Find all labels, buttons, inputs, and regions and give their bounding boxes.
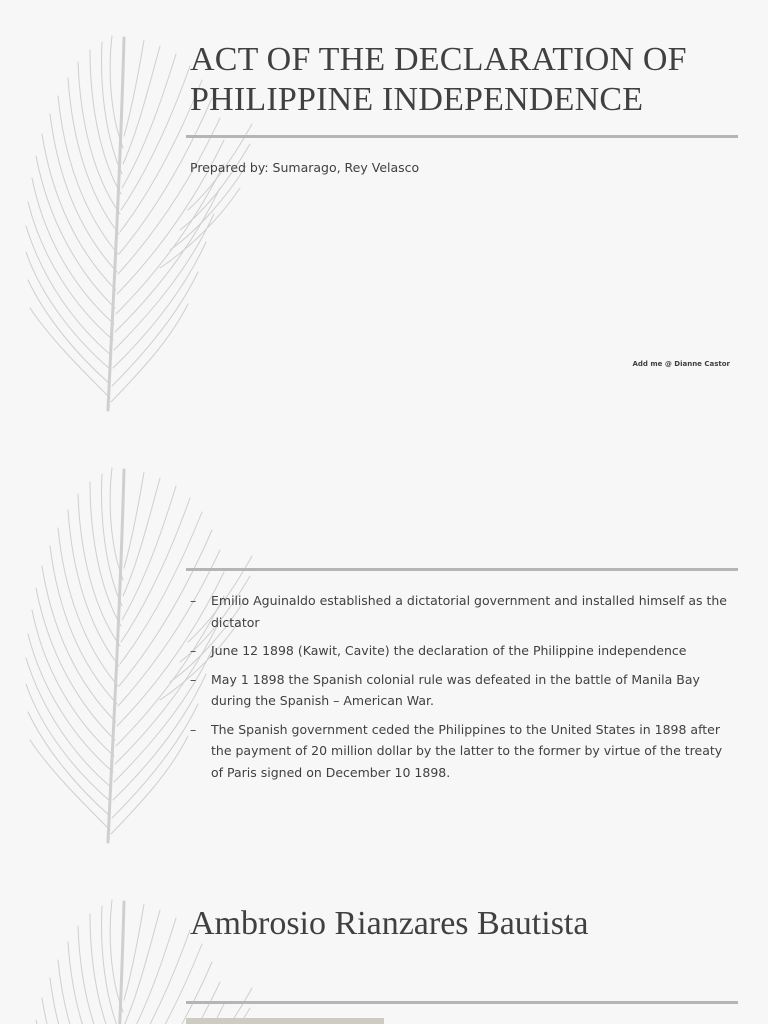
list-item: – June 12 1898 (Kawit, Cavite) the declaration of the Philippine independence [190,640,730,662]
section-divider [186,568,738,571]
slide-bullets [0,432,768,862]
slide-title [0,0,768,430]
title-divider [186,135,738,138]
bullet-marker: – [190,593,197,608]
page-title: ACT OF THE DECLARATION OF PHILIPPINE INDEPENDENCE [190,41,687,118]
list-item: – Emilio Aguinaldo established a dictatorial government and installed himself as the dictator [190,590,730,633]
list-item: – The Spanish government ceded the Philippines to the United States in 1898 after the payment of 20 million dollar by the latter to the former by virtue of the treaty of Paris signed on December 10 1898. [190,719,730,784]
bullet-marker: – [190,721,197,737]
bullet-marker: – [190,643,197,658]
slide-bautista [0,864,768,1024]
list-item: – May 1 1898 the Spanish colonial rule was defeated in the battle of Manila Bay during the Spanish – American War. [190,669,730,712]
prepared-by: Prepared by: Sumarago, Rey Velasco [190,160,420,175]
section-divider [186,1001,738,1004]
portrait-image [186,1018,384,1024]
credit-note: Add me @ Dianne Castor [632,360,730,368]
section-title: Ambrosio Rianzares Bautista [190,905,589,942]
bullet-marker: – [190,671,197,687]
bullet-list [190,590,730,790]
